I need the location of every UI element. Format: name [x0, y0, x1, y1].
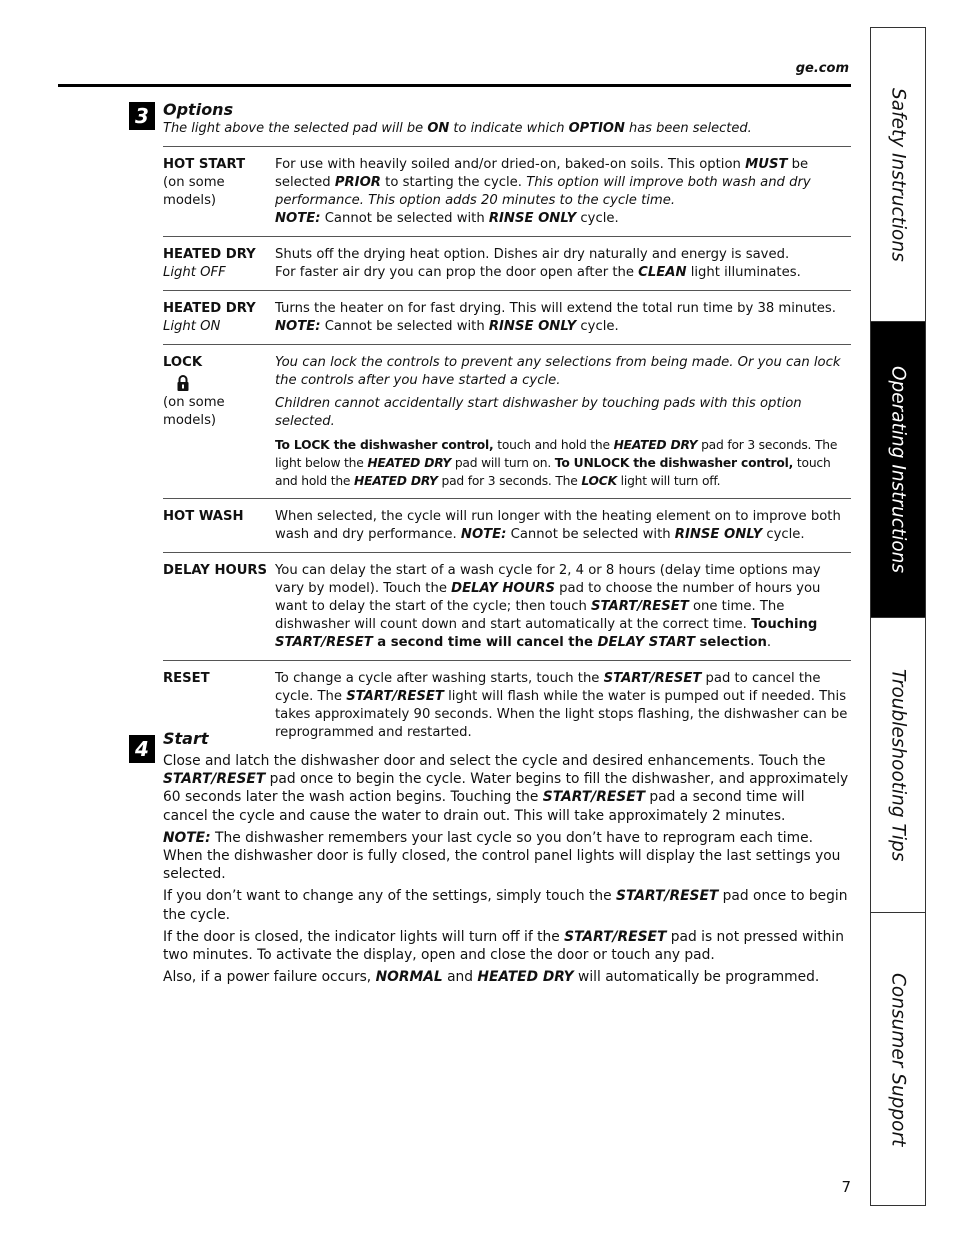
site-url: ge.com [795, 61, 849, 76]
tab-troubleshooting-tips[interactable]: Troubleshooting Tips [871, 617, 925, 913]
option-label: HEATED DRY [163, 301, 256, 316]
option-label: DELAY HOURS [163, 563, 268, 578]
option-row-delay-hours [163, 553, 851, 661]
option-row-reset [163, 661, 851, 750]
options-table [163, 146, 851, 750]
option-row-hot-start [163, 147, 851, 237]
option-label: HOT START [163, 157, 246, 172]
option-row-heated-dry-off [163, 237, 851, 291]
section-title-options: Options [163, 100, 234, 119]
option-label: RESET [163, 671, 210, 686]
option-label: LOCK [163, 355, 203, 370]
option-row-lock [163, 345, 851, 499]
option-description: You can lock the controls to prevent any selections from being made. Or you can lock the controls after you have started a cycle. Children cannot accidentally start dishwasher by touching pads with this option selected. To LOCK the dishwasher control, touch and hold the HEATED DRY pad for 3 seconds. The light below the HEATED DRY pad will turn on. To UNLOCK the dishwasher control, touch and hold the HEATED DRY pad for 3 seconds. The LOCK light will turn off. [275, 355, 841, 488]
padlock-icon [176, 374, 190, 392]
side-tab-strip [870, 27, 926, 1206]
option-description: To change a cycle after washing starts, touch the START/RESET pad to cancel the cycle. The START/RESET light will flash while the water is pumped out if needed. This takes approximately 90 seconds. When the light stops flashing, the dishwasher can be reprogrammed and restarted. [275, 671, 848, 740]
option-description: For use with heavily soiled and/or dried-on, baked-on soils. This option MUST be selected PRIOR to starting the cycle. This option will improve both wash and dry performance. This option adds 20 minutes to the cycle time. NOTE: Cannot be selected with RINSE ONLY cycle. [275, 157, 811, 226]
section-title-start: Start [163, 729, 209, 748]
option-label-note: (on some models) [163, 395, 225, 428]
option-label-sub: Light ON [163, 319, 221, 334]
option-description: Turns the heater on for fast drying. This will extend the total run time by 38 minutes. NOTE: Cannot be selected with RINSE ONLY cycle. [275, 301, 836, 334]
tab-consumer-support[interactable]: Consumer Support [871, 912, 925, 1206]
option-row-heated-dry-on [163, 291, 851, 345]
page-number: 7 [841, 1178, 851, 1196]
tab-operating-instructions[interactable]: Operating Instructions [871, 321, 925, 618]
option-row-hot-wash [163, 499, 851, 553]
option-label-note: (on some models) [163, 175, 225, 208]
header-rule [58, 84, 851, 87]
tab-safety-instructions[interactable]: Safety Instructions [887, 87, 909, 262]
option-label-sub: Light OFF [163, 265, 226, 280]
option-description: Shuts off the drying heat option. Dishes air dry naturally and energy is saved. For faster air dry you can prop the door open after the CLEAN light illuminates. [275, 247, 801, 280]
option-description: When selected, the cycle will run longer with the heating element on to improve both wash and dry performance. NOTE: Cannot be selected with RINSE ONLY cycle. [275, 509, 841, 542]
section-subtitle-options: The light above the selected pad will be ON to indicate which OPTION has been selected. [163, 121, 752, 136]
option-label: HEATED DRY [163, 247, 256, 262]
start-instructions: Close and latch the dishwasher door and select the cycle and desired enhancements. Touch the START/RESET pad once to begin the cycle. Water begins to fill the dishwasher, and approximately 60 seconds later the wash action begins. Touching the START/RESET pad a second time will cancel the cycle and cause the water to drain out. This will take approximately 2 minutes. NOTE: The dishwasher remembers your last cycle so you don’t have to reprogram each time. When the dishwasher door is fully closed, the control panel lights will display the last settings you selected. If you don’t want to change any of the settings, simply touch the START/RESET pad once to begin the cycle. If the door is closed, the indicator lights will turn off if the START/RESET pad is not pressed within two minutes. To activate the display, open and close the door or touch any pad. Also, if a power failure occurs, NORMAL and HEATED DRY will automatically be programmed. [163, 753, 849, 986]
step-number-4: 4 [129, 735, 155, 763]
option-label: HOT WASH [163, 509, 244, 524]
step-number-3: 3 [129, 102, 155, 130]
option-description: You can delay the start of a wash cycle for 2, 4 or 8 hours (delay time options may vary by model). Touch the DELAY HOURS pad to choose the number of hours you want to delay the start of the cycle; then touch START/RESET one time. The dishwasher will count down and start automatically at the correct time. Touching START/RESET a second time will cancel the DELAY START selection. [275, 563, 821, 650]
